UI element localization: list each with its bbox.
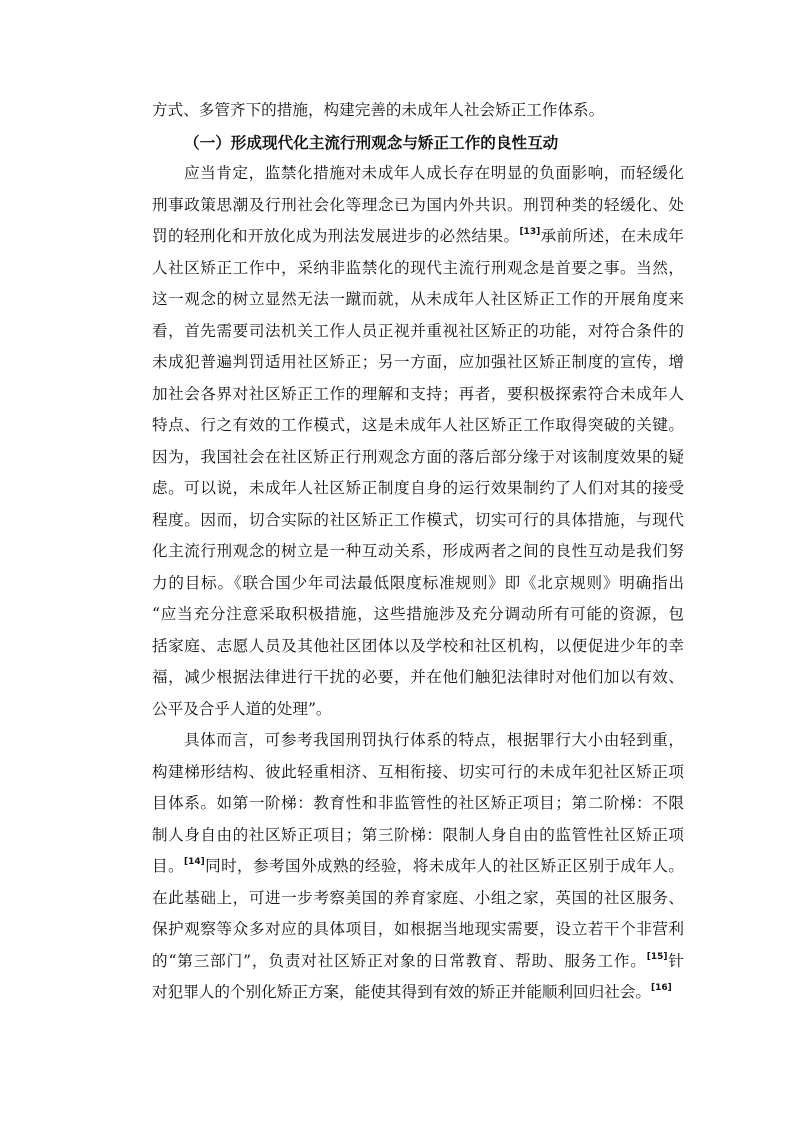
text-line: 人社区矫正工作中，采纳非监禁化的现代主流行刑观念是首要之事。当然， <box>152 258 684 277</box>
text-line: 应当肯定，监禁化措施对未成年人成长存在明显的负面影响，而轻缓化 <box>184 164 684 182</box>
text-line: 具体而言，可参考我国刑罚执行体系的特点，根据罪行大小由轻到重， <box>184 731 684 749</box>
text-line <box>152 221 684 253</box>
text-line: “应当充分注意采取积极措施，这些措施涉及充分调动所有可能的资源，包 <box>152 605 684 623</box>
text-line: 构建梯形结构、彼此轻重相济、互相衔接、切实可行的未成年犯社区矫正项 <box>152 762 684 781</box>
section-heading: （一）形成现代化主流行刑观念与矫正工作的良性互动 <box>184 132 559 152</box>
text-segment: 的“第三部门”，负责对社区矫正对象的日常教育、帮助、服务工作。 <box>152 951 647 970</box>
text-line <box>152 946 684 978</box>
text-line: 在此基础上，可进一步考察美国的养育家庭、小组之家，英国的社区服务、 <box>152 888 684 907</box>
text-line: 因为，我国社会在社区矫正行刑观念方面的落后部分缘于对该制度效果的疑 <box>152 447 684 466</box>
text-line: 这一观念的树立显然无法一蹴而就，从未成年人社区矫正工作的开展角度来 <box>152 290 684 308</box>
text-segment: 对犯罪人的个别化矫正方案，能使其得到有效的矫正并能顺利回归社会。 <box>152 983 652 1001</box>
text-line: 保护观察等众多对应的具体项目，如根据当地现实需要，设立若干个非营利 <box>152 920 684 938</box>
citation-ref: [16] <box>651 983 672 993</box>
text-line: 虑。可以说，未成年人社区矫正制度自身的运行效果制约了人们对其的接受 <box>152 479 684 497</box>
text-line <box>152 977 684 1009</box>
citation-ref: [15] <box>646 951 668 962</box>
text-segment: 同时，参考国外成熟的经验，将未成年人的社区矫正区别于成年人。 <box>204 857 684 875</box>
text-line: 目体系。如第一阶梯：教育性和非监管性的社区矫正项目；第二阶梯：不限 <box>152 794 684 812</box>
text-segment: 目。 <box>152 857 184 875</box>
text-line: 化主流行刑观念的树立是一种互动关系，形成两者之间的良性互动是我们努 <box>152 542 684 560</box>
body-text <box>152 95 684 1009</box>
citation-ref: [13] <box>519 227 541 237</box>
text-line: 括家庭、志愿人员及其他社区团体以及学校和社区机构，以便促进少年的幸 <box>152 636 684 655</box>
paragraph-2 <box>152 725 684 1009</box>
text-line: 力的目标。《联合国少年司法最低限度标准规则》即《北京规则》明确指出 <box>152 573 684 592</box>
text-line: 加社会各界对社区矫正工作的理解和支持；再者，要积极探索符合未成年人 <box>152 384 684 403</box>
text-line: 刑事政策思潮及行刑社会化等理念已为国内外共识。刑罚种类的轻缓化、处 <box>152 195 684 214</box>
citation-ref: [14] <box>183 857 205 867</box>
text-line: 公平及合乎人道的处理”。 <box>152 699 332 718</box>
text-segment: 罚的轻刑化和开放化成为刑法发展进步的必然结果。 <box>152 227 520 245</box>
text-line: 特点、行之有效的工作模式，这是未成年人社区矫正工作取得突破的关键。 <box>152 416 684 434</box>
text-segment: 承前所述，在未成年 <box>540 227 684 245</box>
opening-line: 方式、多管齐下的措施，构建完善的未成年人社会矫正工作体系。 <box>152 101 605 119</box>
text-line: 程度。因而，切合实际的社区矫正工作模式，切实可行的具体措施，与现代 <box>152 510 684 529</box>
text-line: 制人身自由的社区矫正项目；第三阶梯：限制人身自由的监管性社区矫正项 <box>152 825 684 844</box>
text-line <box>152 851 684 883</box>
text-line: 福，减少根据法律进行干扰的必要，并在他们触犯法律时对他们加以有效、 <box>152 668 684 686</box>
text-segment: 针 <box>667 951 684 970</box>
text-line: 未成犯普遍判罚适用社区矫正；另一方面，应加强社区矫正制度的宣传，增 <box>152 353 684 371</box>
paragraph-1 <box>152 158 684 725</box>
text-line: 看，首先需要司法机关工作人员正视并重视社区矫正的功能，对符合条件的 <box>152 321 684 340</box>
